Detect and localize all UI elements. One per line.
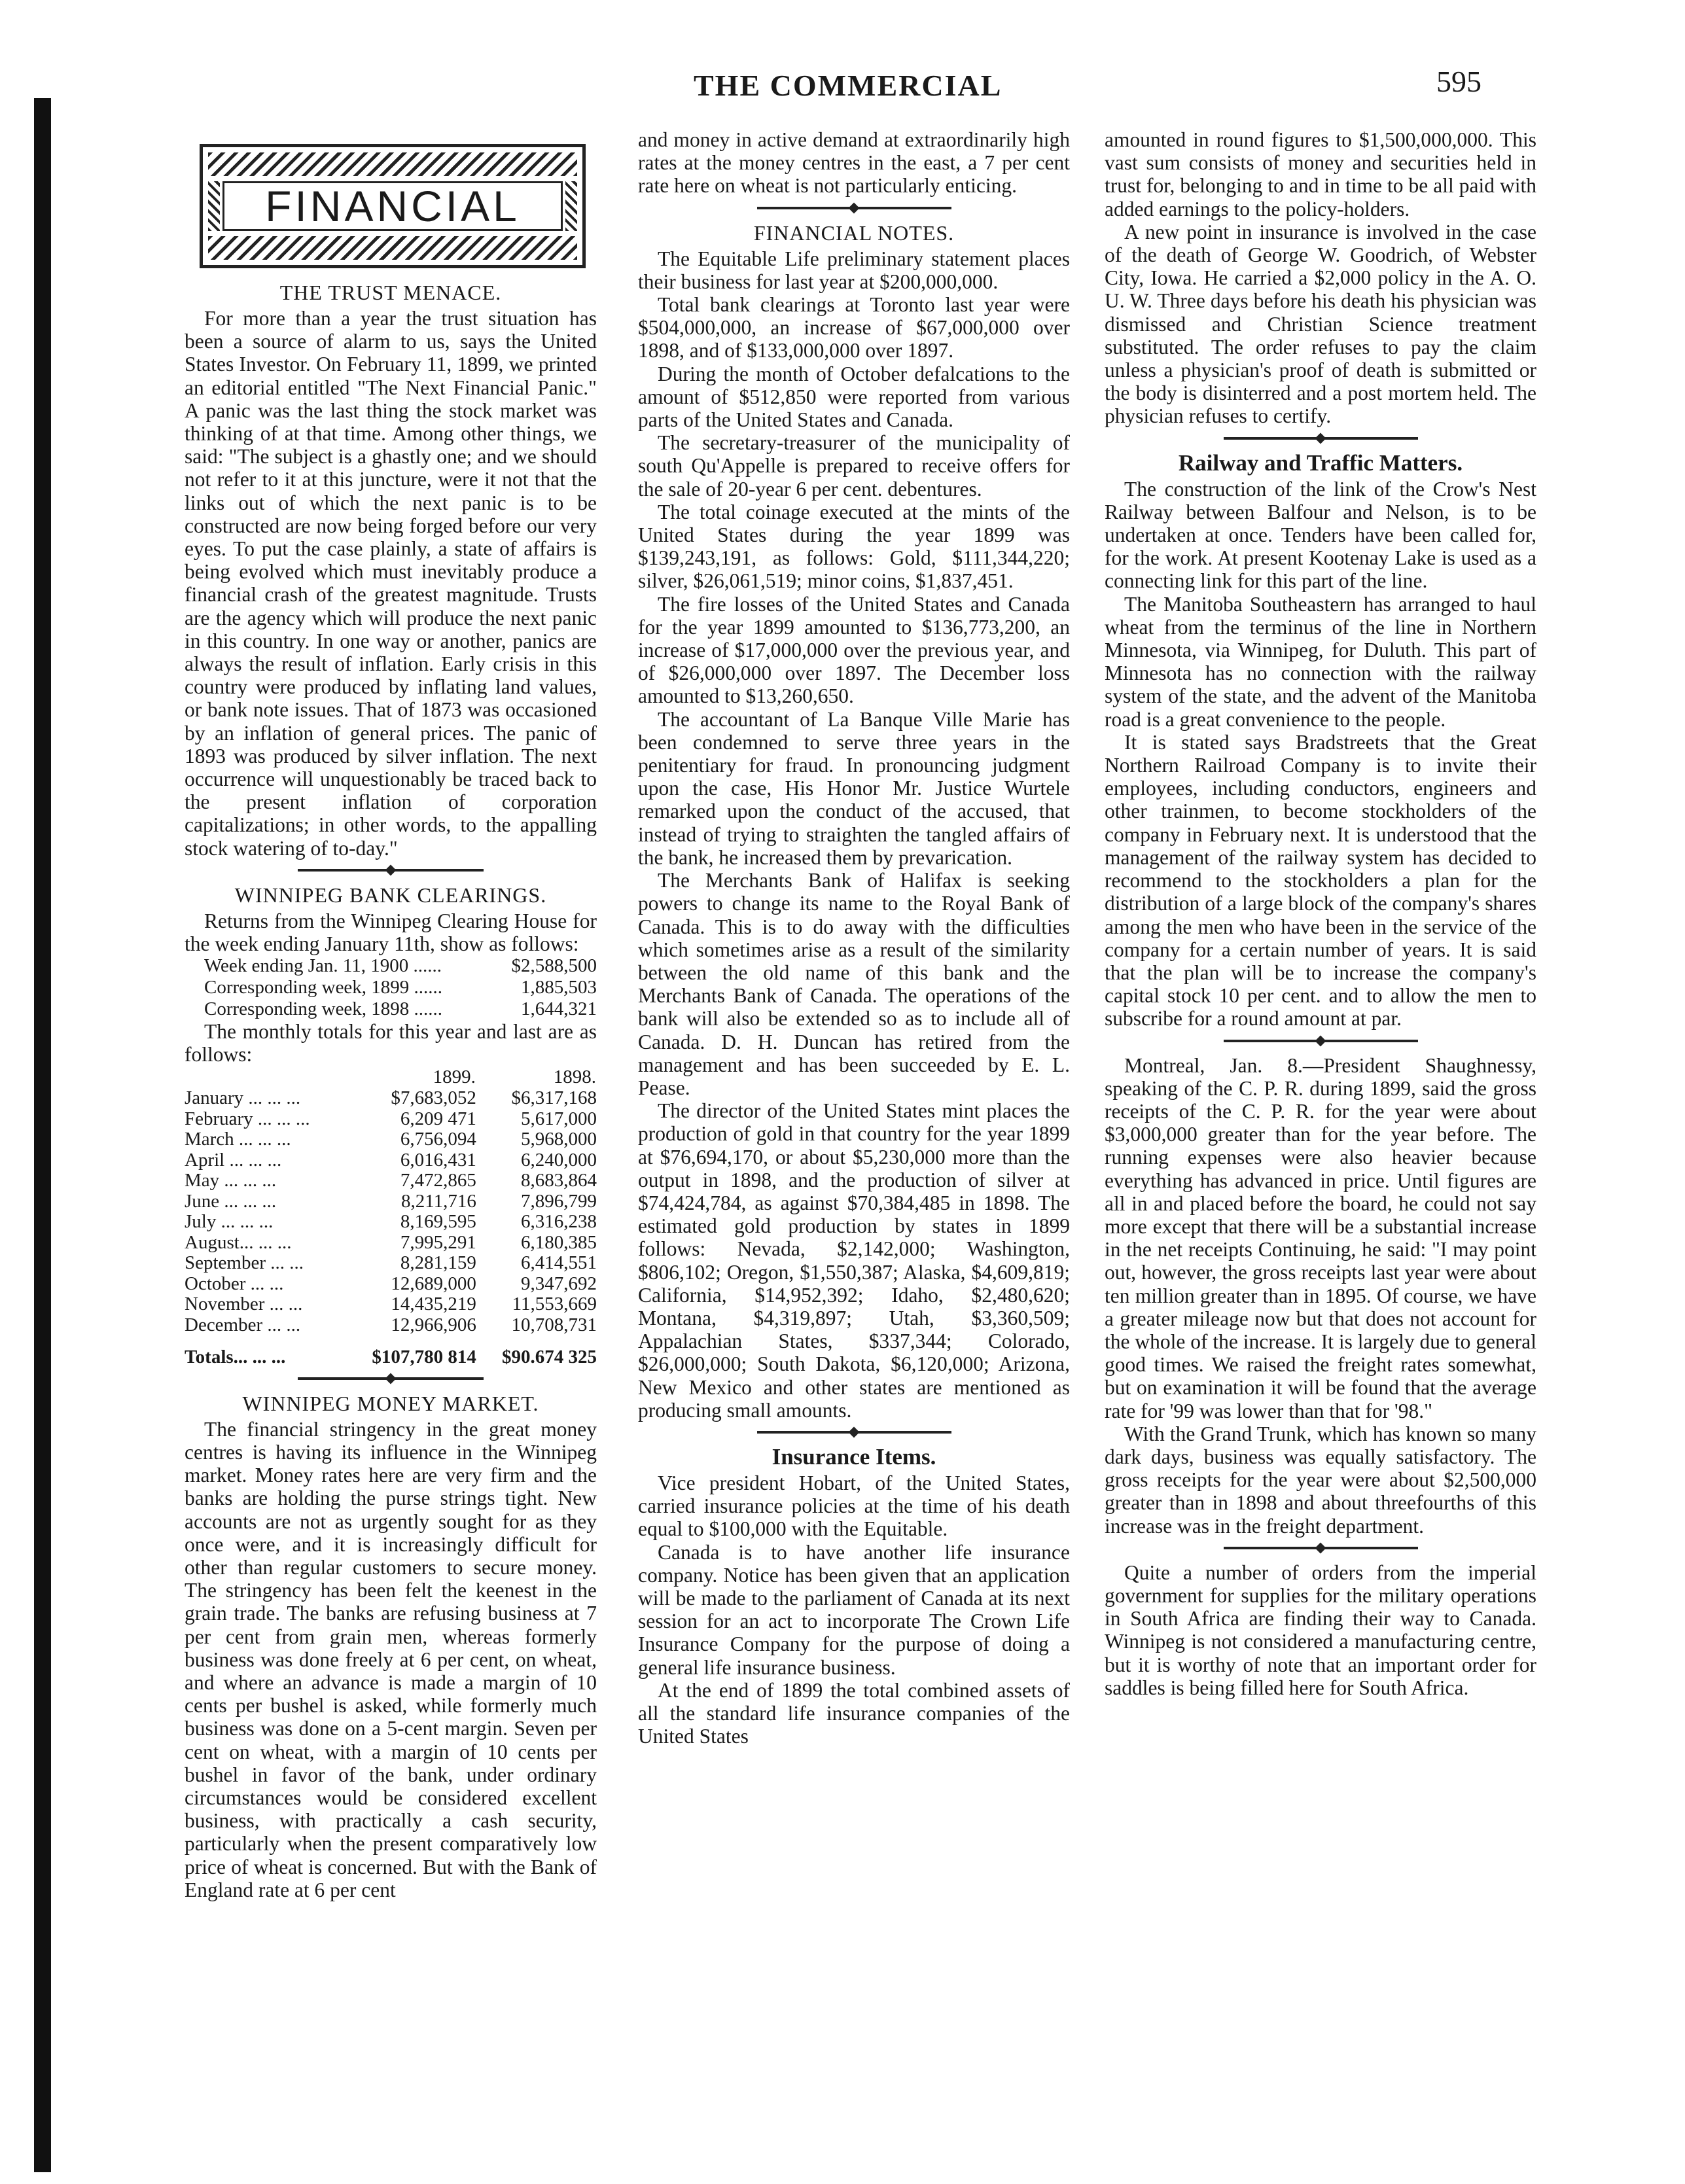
- column-1: [185, 278, 597, 1901]
- table-row: [185, 1129, 597, 1150]
- value-cell: 12,689,000: [391, 1273, 476, 1294]
- paragraph: Canada is to have another life insurance company. Notice has been given that an application will be made to the parliament of Canada at its next session for an act to incorporate The Crown Life Insurance Company for the purpose of doing a general life insurance business.: [638, 1540, 1070, 1679]
- section-divider: [298, 1377, 484, 1385]
- section-divider: [298, 869, 484, 877]
- month-cell: August... ... ...: [185, 1231, 292, 1253]
- money-market-heading: WINNIPEG MONEY MARKET.: [242, 1391, 539, 1415]
- paragraph: During the month of October defalcations to the amount of $512,850 were reported from various parts of the United States and Canada.: [638, 362, 1070, 432]
- column-header: 1899.: [433, 1066, 476, 1087]
- value-cell: 6,180,385: [521, 1231, 597, 1253]
- montreal-report: [1105, 1054, 1536, 1538]
- value-cell: 8,211,716: [400, 1190, 476, 1212]
- orders-paragraph: Quite a number of orders from the imperial government for supplies for the military operations in South Africa are finding their way to Canada. Winnipeg is not considered a manufacturing centre, but it is worthy of note that an important order for saddles is being filled here for South Africa.: [1105, 1560, 1536, 1699]
- table-row: [185, 1233, 597, 1254]
- paragraph: Montreal, Jan. 8.—President Shaughnessy, speaking of the C. P. R. during 1899, said the gross receipts of the C. P. R. for the year were about $3,000,000 greater than for the year before. The running expenses were also heavier because everything has advanced in price. Until figures are all in and placed before the board, he could not say more except that there will be a substantial increase in the net receipts Continuing, he said: "I may point out, however, the gross receipts last year were about ten million greater than in 1895. Of course, we have a greater mileage now but that does not account for the whole of the increase. It is largely due to general good times. We raised the freight rates somewhat, but on examination it will be found that the average rate for '99 was lower than that for '98.": [1105, 1053, 1536, 1422]
- month-cell: September ... ...: [185, 1252, 304, 1274]
- banner-ornament-top: [208, 152, 577, 176]
- monthly-clearings-table: [185, 1066, 597, 1368]
- value-cell: $6,317,168: [511, 1087, 597, 1109]
- table-header-row: [185, 1066, 597, 1089]
- paragraph: The accountant of La Banque Ville Marie has been condemned to serve three years in the penitentiary for fraud. In pronouncing judgment upon the case, His Honor Mr. Justice Wurtele remarked upon the conduct of the accused, that instead of trying to straighten the tangled affairs of the bank, he increased them by prevarication.: [638, 707, 1070, 869]
- banner-frame: [222, 181, 563, 231]
- section-divider: [757, 207, 951, 215]
- table-row: [185, 1212, 597, 1233]
- insurance-items-heading: Insurance Items.: [772, 1443, 936, 1470]
- value-cell: 11,553,669: [512, 1294, 597, 1315]
- section-divider: [1224, 1547, 1418, 1555]
- railway-heading: Railway and Traffic Matters.: [1178, 449, 1463, 476]
- paragraph: The Merchants Bank of Halifax is seeking powers to change its name to the Royal Bank of Canada. This is to do away with the difficulties which sometimes arise as a result of the similarity between the old name of this bank and the Merchants Bank of Canada. The operations of the bank will also be extended so as to include all of Canada. D. H. Duncan has retired from the management and has been succeeded by E. L. Pease.: [638, 869, 1070, 1099]
- month-cell: January ... ... ...: [185, 1087, 301, 1109]
- totals-row: [185, 1335, 597, 1368]
- month-cell: March ... ... ...: [185, 1129, 291, 1150]
- railway-items-list: [1105, 478, 1536, 1030]
- financial-banner: [200, 144, 586, 268]
- money-market-continuation: and money in active demand at extraordinarily high rates at the money centres in the east, a 7 per cent rate here on wheat is not particularly enticing.: [638, 128, 1070, 198]
- table-row: [185, 1191, 597, 1212]
- value-cell: 12,966,906: [391, 1314, 476, 1335]
- value-cell: 5,617,000: [521, 1108, 597, 1129]
- paragraph: The director of the United States mint places the production of gold in that country for the year 1899 at $76,694,170, or about $5,230,000 more than the output in 1898, and the production of silver at $74,424,784, as against $70,384,485 in 1898. The estimated gold production by states in 1899 follows: Nevada, $2,142,000; Washington, $806,102; Oregon, $1,550,387; Alaska, $4,609,819; California, $14,952,392; Idaho, $2,480,620; Montana, $4,319,897; Utah, $3,360,509; Appalachian States, $337,344; Colorado, $26,000,000; South Dakota, $6,120,000; Arizona, New Mexico and other states are mentioned as producing small amounts.: [638, 1099, 1070, 1422]
- running-head: THE COMMERCIAL: [694, 69, 1002, 102]
- weekly-clearings: [185, 955, 597, 1020]
- paragraph: The fire losses of the United States and Canada for the year 1899 amounted to $136,773,200, an increase of $17,000,000 over the previous year, and of $26,000,000 over 1897. The December loss amounted to $13,260,650.: [638, 592, 1070, 708]
- banner-ornament-bottom: [208, 236, 577, 260]
- financial-notes-heading: FINANCIAL NOTES.: [753, 220, 955, 245]
- table-row: [185, 1088, 597, 1109]
- value-cell: 9,347,692: [521, 1273, 597, 1294]
- table-row: [185, 1171, 597, 1191]
- bank-clearings-intro: Returns from the Winnipeg Clearing House for the week ending January 11th, show as follows:: [185, 909, 597, 956]
- weekly-row: Corresponding week, 1899 ...... 1,885,503: [204, 977, 597, 998]
- banner-ornament-left: [208, 181, 220, 231]
- value-cell: 10,708,731: [511, 1314, 597, 1335]
- value-cell: 6,756,094: [400, 1129, 476, 1150]
- table-row: [185, 1315, 597, 1336]
- trust-menace-heading: THE TRUST MENACE.: [279, 281, 502, 304]
- totals-cell: $107,780 814: [372, 1347, 476, 1368]
- page-number: 595: [1436, 65, 1481, 98]
- table-row: [185, 1274, 597, 1295]
- paragraph: Vice president Hobart, of the United States, carried insurance policies at the time of his death equal to $100,000 with the Equitable.: [638, 1471, 1070, 1541]
- value-cell: 7,896,799: [521, 1190, 597, 1212]
- weekly-row: Week ending Jan. 11, 1900 ...... $2,588,500: [204, 955, 597, 977]
- paragraph: The Manitoba Southeastern has arranged to haul wheat from the terminus of the line in Northern Minnesota, via Winnipeg, for Duluth. This part of Minnesota has no connection with the railway system of the state, and the advent of the Manitoba road is a great convenience to the people.: [1105, 592, 1536, 731]
- paragraph: A new point in insurance is involved in the case of the death of George W. Goodrich, of Webster City, Iowa. He carried a $2,000 policy in the A. O. U. W. Three days before his death his physician was dismissed and Christian Science treatment substituted. The order refuses to pay the claim unless a physician's proof of death is submitted or the body is disinterred and a post mortem held. The physician refuses to certify.: [1105, 220, 1536, 428]
- bank-clearings-heading: WINNIPEG BANK CLEARINGS.: [234, 883, 547, 907]
- trust-menace-body: For more than a year the trust situation has been a source of alarm to us, says the United States Investor. On February 11, 1899, we printed an editorial entitled "The Next Financial Panic." A panic was the last thing the stock market was thinking of at that time. Among other things, we said: "The subject is a ghastly one; and we should not refer to it at this juncture, were it not that the links out of which the next panic is to be constructed are now being forged before our very eyes. To put the case plainly, a state of affairs is being evolved which must inevitably produce a financial crash of the greatest magnitude. Trusts are the agency which will produce the next panic in this country. In one way or another, panics are always the result of inflation. Early crisis in this country were produced by inflating land values, or bank note issues. That of 1873 was occasioned by an inflation of general prices. The panic of 1893 was produced by silver inflation. The next occurrence will unquestionably be traced back to the present inflation of corporation capitalizations; in other words, to the appalling stock watering of to-day.": [185, 307, 597, 860]
- value-cell: 6,016,431: [400, 1149, 476, 1171]
- value-cell: 8,169,595: [400, 1211, 476, 1233]
- month-cell: December ... ...: [185, 1314, 301, 1335]
- paragraph: Total bank clearings at Toronto last year were $504,000,000, an increase of $67,000,000 over 1898, and of $133,000,000 over 1897.: [638, 293, 1070, 362]
- banner-label: FINANCIAL: [265, 182, 520, 230]
- table-row: [185, 1253, 597, 1274]
- month-cell: May ... ... ...: [185, 1170, 277, 1191]
- paragraph: At the end of 1899 the total combined assets of all the standard life insurance companies of the United States: [638, 1678, 1070, 1748]
- table-row: [185, 1150, 597, 1171]
- monthly-intro: The monthly totals for this year and last are as follows:: [185, 1020, 597, 1066]
- weekly-row: Corresponding week, 1898 ...... 1,644,321: [204, 998, 597, 1020]
- table-row: [185, 1294, 597, 1315]
- paragraph: The construction of the link of the Crow's Nest Railway between Balfour and Nelson, is to be undertaken at once. Tenders have been called for, for the work. At present Kootenay Lake is used as a connecting link for this part of the line.: [1105, 477, 1536, 593]
- paragraph: The total coinage executed at the mints of the United States during the year 1899 was $139,243,191, as follows: Gold, $111,344,220; silver, $26,061,519; minor coins, $1,837,451.: [638, 500, 1070, 593]
- month-cell: November ... ...: [185, 1294, 303, 1315]
- money-market-body: The financial stringency in the great money centres is having its influence in the Winnipeg market. Money rates here are very firm and the banks are holding the purse strings tight. New accounts are not as urgently sought for as they once were, and it is increasingly difficult for other than regular customers to secure money. The stringency has been felt the keenest in the grain trade. The banks are refusing business at 7 per cent from grain men, whereas formerly business was done freely at 6 per cent, on wheat, and where an advance is made a margin of 10 cents per bushel is asked, while formerly much business was done on a 5-cent margin. Seven per cent on wheat, with a margin of 10 cents per bushel in favor of the bank, under ordinary circumstances would be considered excellent business, with practically a cash security, particularly when the present comparatively low price of wheat is concerned. But with the Bank of England rate at 6 per cent: [185, 1417, 597, 1901]
- value-cell: 7,995,291: [400, 1231, 476, 1253]
- month-cell: June ... ... ...: [185, 1190, 277, 1212]
- month-cell: October ... ...: [185, 1273, 284, 1294]
- value-cell: 6,209 471: [400, 1108, 476, 1129]
- section-divider: [757, 1431, 951, 1439]
- value-cell: 5,968,000: [521, 1129, 597, 1150]
- month-cell: February ... ... ...: [185, 1108, 310, 1129]
- table-row: [185, 1109, 597, 1130]
- totals-cell: Totals... ... ...: [185, 1347, 286, 1368]
- value-cell: $7,683,052: [391, 1087, 476, 1109]
- value-cell: 8,281,159: [400, 1252, 476, 1274]
- value-cell: 6,240,000: [521, 1149, 597, 1171]
- totals-cell: $90.674 325: [502, 1347, 597, 1368]
- value-cell: 7,472,865: [400, 1170, 476, 1191]
- paragraph: With the Grand Trunk, which has known so many dark days, business was equally satisfactory. The gross receipts for the year were about $2,500,000 greater than in 1898 and about threefourths of this increase was in the freight department.: [1105, 1422, 1536, 1538]
- column-header: 1898.: [553, 1066, 596, 1087]
- financial-notes-list: [638, 247, 1070, 1422]
- value-cell: 6,414,551: [521, 1252, 597, 1274]
- column-2: [638, 128, 1070, 1748]
- left-margin-rule: [34, 98, 51, 2172]
- month-cell: April ... ... ...: [185, 1149, 282, 1171]
- paragraph: The secretary-treasurer of the municipality of south Qu'Appelle is prepared to receive offers for the sale of 20-year 6 per cent. debentures.: [638, 431, 1070, 501]
- paragraph: The Equitable Life preliminary statement places their business for last year at $200,000,000.: [638, 247, 1070, 293]
- value-cell: 6,316,238: [521, 1211, 597, 1233]
- banner-ornament-right: [565, 181, 577, 231]
- paragraph: amounted in round figures to $1,500,000,000. This vast sum consists of money and securities held in trust for, belonging to and in time to be all paid with added earnings to the policy-holders.: [1105, 128, 1536, 220]
- section-divider: [1224, 437, 1418, 445]
- value-cell: 14,435,219: [391, 1294, 476, 1315]
- insurance-items-list: [638, 1471, 1070, 1748]
- value-cell: 8,683,864: [521, 1170, 597, 1191]
- insurance-continuation: [1105, 128, 1536, 428]
- column-3: [1105, 128, 1536, 1699]
- section-divider: [1224, 1040, 1418, 1048]
- month-cell: July ... ... ...: [185, 1211, 274, 1233]
- paragraph: It is stated says Bradstreets that the Great Northern Railroad Company is to invite their employees, including conductors, engineers and other trainmen, to become stockholders of the company in February next. It is understood that the management of the railway system has decided to recommend to the stockholders a plan for the distribution of a large block of the company's shares among the men who have been in the service of the company for a certain number of years. It is said that the plan will be to increase the company's capital stock 10 per cent. and to allow the men to subscribe for a round amount at par.: [1105, 730, 1536, 1030]
